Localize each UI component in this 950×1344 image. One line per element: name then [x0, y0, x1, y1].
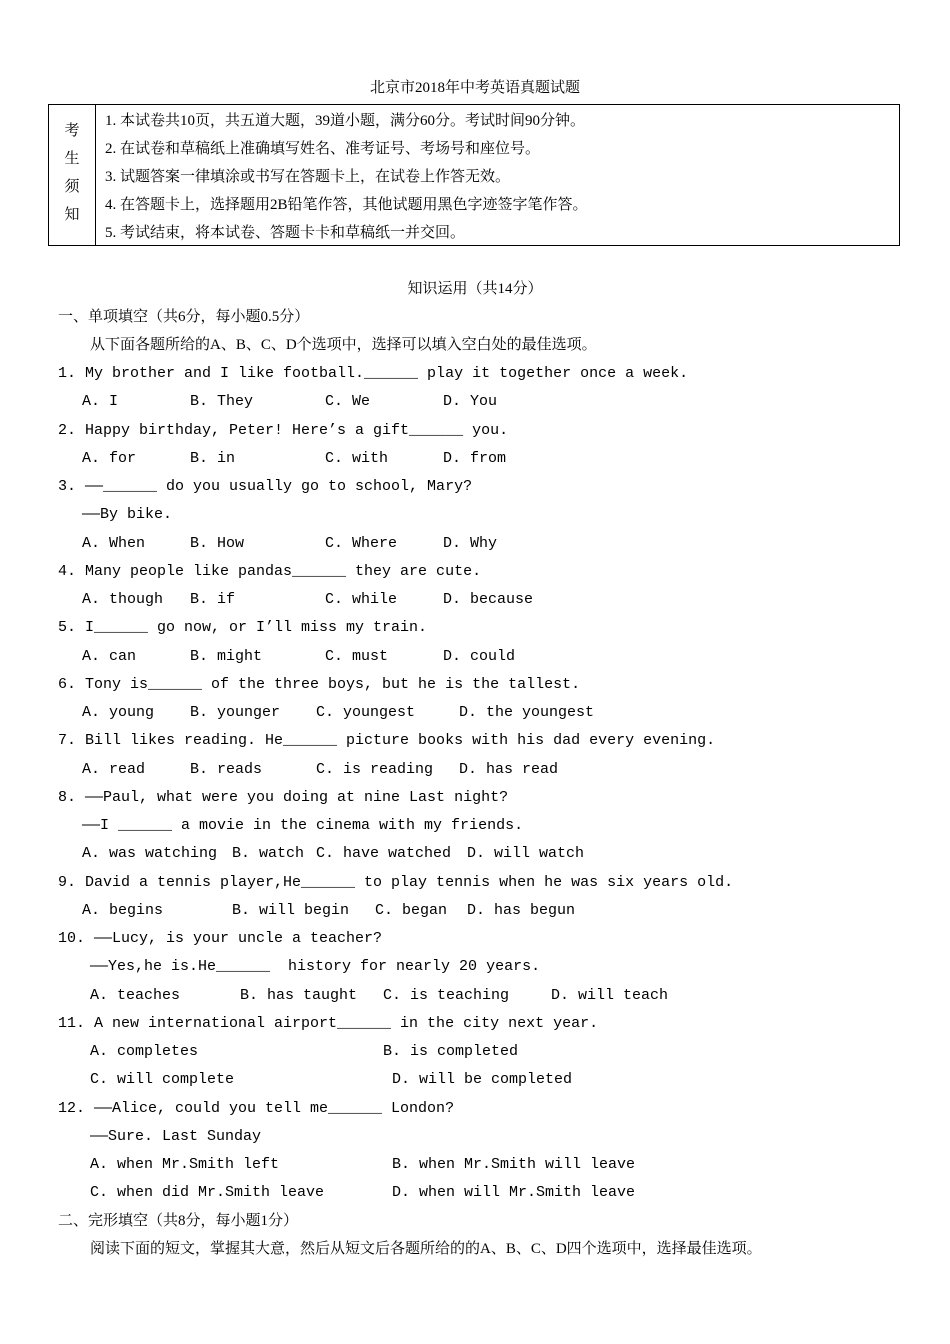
question-stem: 10. ——Lucy, is your uncle a teacher?	[58, 930, 383, 947]
option: D. from	[443, 450, 507, 467]
option: C. must	[325, 648, 389, 665]
option: A. was watching	[82, 845, 218, 862]
option: A. When	[82, 535, 146, 552]
option: C. Where	[325, 535, 398, 552]
option: C. with	[325, 450, 389, 467]
option: D. when will Mr.Smith leave	[392, 1184, 636, 1201]
question-stem: 7. Bill likes reading. He______ picture books with his dad every evening.	[58, 732, 716, 749]
option: B. when Mr.Smith will leave	[392, 1156, 636, 1173]
option: C. is teaching	[383, 987, 510, 1004]
question-stem: ——I ______ a movie in the cinema with my friends.	[82, 817, 524, 834]
question-stem: ——Sure. Last Sunday	[90, 1128, 262, 1145]
option: B. watch	[232, 845, 305, 862]
option: C. will complete	[90, 1071, 235, 1088]
part1-instruction: 从下面各题所给的A、B、C、D个选项中，选择可以填入空白处的最佳选项。	[90, 337, 597, 353]
option: C. when did Mr.Smith leave	[90, 1184, 325, 1201]
option: C. is reading	[316, 761, 434, 778]
question-stem: ——By bike.	[82, 506, 173, 523]
option: A. begins	[82, 902, 164, 919]
page-title: 北京市2018年中考英语真题试题	[369, 80, 580, 96]
question-stem: 6. Tony is______ of the three boys, but he is the tallest.	[58, 676, 581, 693]
notice-side-char: 知	[64, 207, 80, 223]
option: D. Why	[443, 535, 498, 552]
question-stem: ——Yes,he is.He______ history for nearly 20 years.	[90, 958, 541, 975]
option: A. teaches	[90, 987, 181, 1004]
option: D. will be completed	[392, 1071, 573, 1088]
notice-side-label	[49, 105, 96, 245]
option: B. will begin	[232, 902, 350, 919]
option: A. read	[82, 761, 146, 778]
option: B. They	[190, 393, 254, 410]
section-title: 知识运用（共14分）	[407, 281, 543, 297]
part2-heading: 二、完形填空（共8分，每小题1分）	[58, 1213, 299, 1229]
option: B. is completed	[383, 1043, 519, 1060]
option: B. has taught	[240, 987, 358, 1004]
notice-item: 3. 试题答案一律填涂或书写在答题卡上，在试卷上作答无效。	[105, 169, 511, 185]
option: C. began	[375, 902, 448, 919]
notice-side-char: 须	[64, 179, 80, 195]
option: C. youngest	[316, 704, 416, 721]
option: B. might	[190, 648, 263, 665]
option: D. because	[443, 591, 534, 608]
option: D. has begun	[467, 902, 576, 919]
question-stem: 9. David a tennis player,He______ to play tennis when he was six years old.	[58, 874, 734, 891]
option: C. We	[325, 393, 371, 410]
question-stem: 2. Happy birthday, Peter! Here’s a gift______ you.	[58, 422, 509, 439]
option: B. reads	[190, 761, 263, 778]
notice-item: 1. 本试卷共10页，共五道大题，39道小题，满分60分。考试时间90分钟。	[105, 113, 586, 129]
option: D. You	[443, 393, 498, 410]
option: D. will teach	[551, 987, 669, 1004]
question-stem: 12. ——Alice, could you tell me______ London?	[58, 1100, 455, 1117]
option: A. for	[82, 450, 137, 467]
notice-side-char: 生	[64, 151, 80, 167]
notice-side-char: 考	[64, 123, 80, 139]
option: A. I	[82, 393, 119, 410]
option: B. if	[190, 591, 236, 608]
option: B. younger	[190, 704, 281, 721]
option: A. completes	[90, 1043, 199, 1060]
notice-item: 5. 考试结束，将本试卷、答题卡卡和草稿纸一并交回。	[105, 225, 466, 241]
option: C. have watched	[316, 845, 452, 862]
part2-instruction: 阅读下面的短文，掌握其大意，然后从短文后各题所给的的A、B、C、D四个选项中，选择最佳选项。	[90, 1241, 762, 1257]
part1-heading: 一、单项填空（共6分，每小题0.5分）	[58, 309, 310, 325]
question-stem: 1. My brother and I like football.______ play it together once a week.	[58, 365, 689, 382]
notice-box	[48, 104, 900, 246]
option: B. in	[190, 450, 236, 467]
option: A. young	[82, 704, 155, 721]
question-stem: 11. A new international airport______ in the city next year.	[58, 1015, 599, 1032]
option: A. when Mr.Smith left	[90, 1156, 280, 1173]
notice-item: 4. 在答题卡上，选择题用2B铅笔作答，其他试题用黑色字迹签字笔作答。	[105, 197, 588, 213]
option: D. will watch	[467, 845, 585, 862]
option: D. could	[443, 648, 516, 665]
option: B. How	[190, 535, 245, 552]
question-stem: 4. Many people like pandas______ they are cute.	[58, 563, 482, 580]
option: C. while	[325, 591, 398, 608]
question-stem: 3. ——______ do you usually go to school, Mary?	[58, 478, 473, 495]
option: A. can	[82, 648, 137, 665]
question-stem: 8. ——Paul, what were you doing at nine Last night?	[58, 789, 509, 806]
option: D. the youngest	[459, 704, 595, 721]
option: A. though	[82, 591, 164, 608]
notice-item: 2. 在试卷和草稿纸上准确填写姓名、准考证号、考场号和座位号。	[105, 141, 541, 157]
option: D. has read	[459, 761, 559, 778]
question-stem: 5. I______ go now, or I’ll miss my train.	[58, 619, 428, 636]
